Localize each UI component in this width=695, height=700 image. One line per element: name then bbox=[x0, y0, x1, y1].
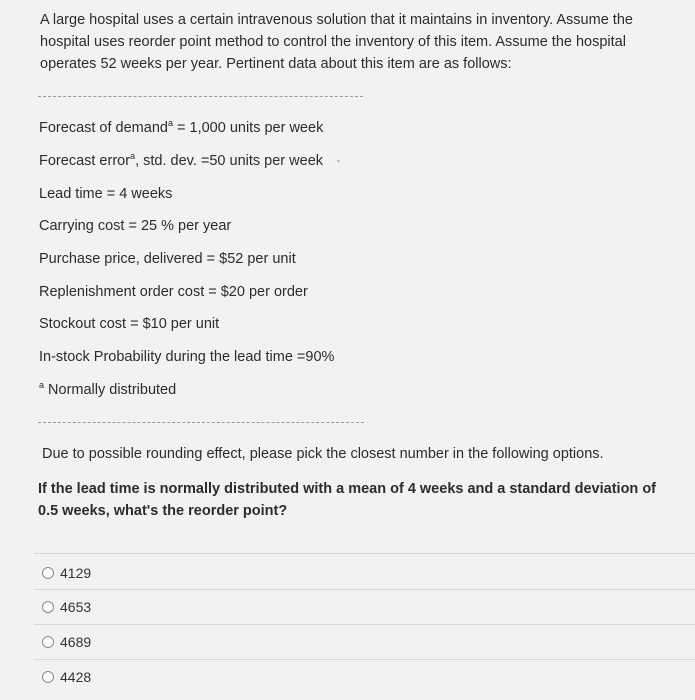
radio-icon[interactable] bbox=[42, 601, 54, 613]
stockout-cost-line: Stockout cost = $10 per unit bbox=[39, 316, 220, 332]
option-divider bbox=[34, 659, 695, 660]
footnote-line bbox=[39, 381, 176, 399]
bottom-dashed-divider bbox=[38, 422, 364, 423]
footnote-text: Normally distributed bbox=[44, 382, 177, 398]
purchase-price-line: Purchase price, delivered = $52 per unit bbox=[39, 251, 296, 267]
option-4129[interactable] bbox=[42, 564, 91, 582]
option-label: 4689 bbox=[60, 634, 92, 650]
replenishment-cost-line: Replenishment order cost = $20 per order bbox=[39, 284, 308, 300]
option-4689[interactable] bbox=[42, 633, 91, 651]
option-label: 4129 bbox=[60, 565, 92, 581]
option-divider bbox=[34, 553, 695, 554]
intro-paragraph: A large hospital uses a certain intravenous solution that it maintains in inventory. Assume the hospital uses reorder point method to control the inventory of this item. Assume the hospital operates 52 weeks per year. Pertinent data about this item are as follows: bbox=[40, 12, 633, 72]
instruction-text: Due to possible rounding effect, please pick the closest number in the following options. bbox=[42, 446, 604, 462]
option-divider bbox=[34, 624, 695, 625]
in-stock-probability-line: In-stock Probability during the lead time =90% bbox=[39, 349, 335, 365]
demand-label: Forecast of demand bbox=[39, 120, 168, 136]
option-4653[interactable] bbox=[42, 598, 91, 616]
question-text: If the lead time is normally distributed with a mean of 4 weeks and a standard deviation of 0.5 weeks, what's the reorder point? bbox=[38, 481, 656, 519]
error-value: , std. dev. =50 units per week bbox=[135, 153, 324, 169]
option-label: 4653 bbox=[60, 599, 92, 615]
option-label: 4428 bbox=[60, 669, 92, 685]
error-line bbox=[39, 152, 323, 170]
radio-icon[interactable] bbox=[42, 567, 54, 579]
demand-line bbox=[39, 119, 323, 137]
error-footnote-marker: a bbox=[130, 151, 136, 162]
error-label: Forecast error bbox=[39, 153, 131, 169]
demand-value: = 1,000 units per week bbox=[172, 120, 324, 136]
option-divider bbox=[34, 589, 695, 590]
stray-mark bbox=[337, 160, 340, 162]
option-4428[interactable] bbox=[42, 668, 91, 686]
carrying-cost-line: Carrying cost = 25 % per year bbox=[39, 218, 232, 234]
footnote-marker: a bbox=[39, 380, 45, 391]
demand-footnote-marker: a bbox=[167, 118, 173, 129]
radio-icon[interactable] bbox=[42, 671, 54, 683]
radio-icon[interactable] bbox=[42, 636, 54, 648]
lead-time-line: Lead time = 4 weeks bbox=[39, 186, 173, 202]
top-dashed-divider bbox=[38, 96, 363, 97]
